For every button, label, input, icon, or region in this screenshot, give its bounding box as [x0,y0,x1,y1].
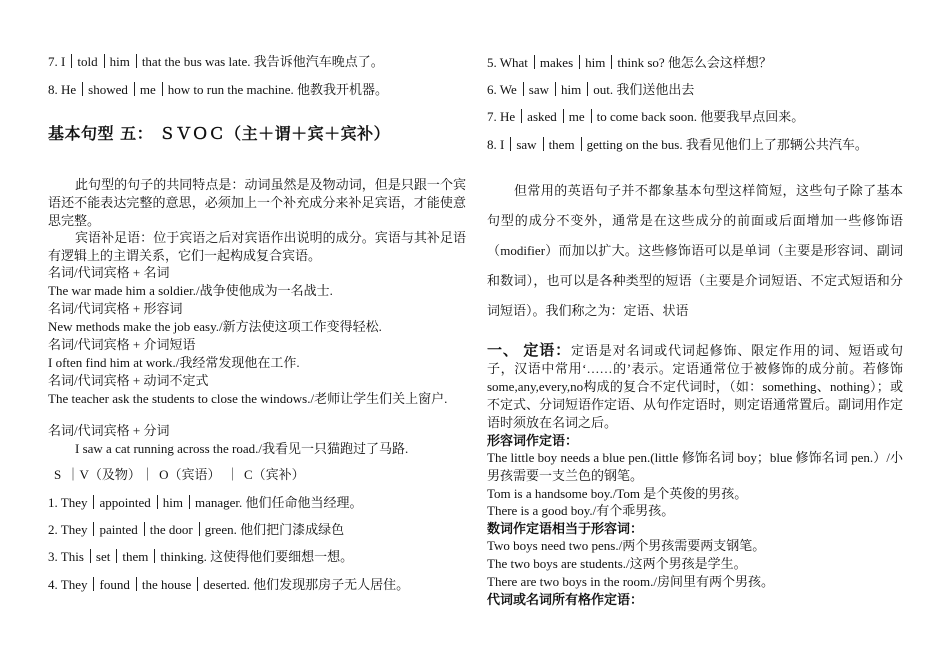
example-verb: makes [539,55,574,70]
divider-bar [162,82,163,96]
complement-definition: 宾语补足语：位于宾语之后对宾语作出说明的成分。宾语与其补足语有逻辑上的主谓关系，它们一起构成复合宾语。 [48,230,466,263]
adjective-example: The little boy needs a blue pen.(little 修饰名词 boy；blue 修饰名词 pen.）/小男孩需要一支兰色的钢笔。 [487,450,903,483]
attribute-body: 定语是对名词或代词起修饰、限定作用的词、短语或句子，汉语中常用‘……的’表示。定语通常位于被修饰的成分前。若修饰some,any,every,no构成的复合不定代词时，（如：something、nothing）；或不定式、分词短语作定语、从句作定语时，则定语通常置后。副词用作定语时须放在名词之后。 [487,343,904,430]
example-rest: think so? 他怎么会这样想？ [617,55,772,70]
example-verb: asked [527,109,557,124]
adjective-title: 形容词作定语： [487,433,579,448]
divider-bar [136,577,137,591]
example-subject: 1. They [48,495,88,510]
numeral-example: There are two boys in the room./房间里有两个男孩。 [487,574,775,589]
divider-bar [93,577,94,591]
pattern-label: 名词/代词宾格 + 介词短语 [48,337,196,352]
divider-bar [104,54,105,68]
pattern-label: 名词/代词宾格 + 动词不定式 [48,373,209,388]
divider-bar [154,549,155,563]
numeral-example: Two boys need two pens./两个男孩需要两支钢笔。 [487,538,766,553]
example-object: him [585,55,606,70]
example-sentence [48,494,466,512]
divider-bar [189,495,190,509]
pattern-example: The teacher ask the students to close the windows./老师让学生们关上窗户. [48,391,448,406]
example-sentence [487,54,903,72]
example-rest: that the bus was late. 我告诉他汽车晚点了。 [141,54,384,69]
divider-bar [90,549,91,563]
example-object: the door [149,522,193,537]
divider-bar [523,82,524,96]
divider-bar [136,54,137,68]
example-subject: 6. We [487,82,517,97]
pattern-example: I often find him at work./我经常发现他在工作. [48,355,300,370]
divider-bar [591,109,592,123]
divider-bar [197,577,198,591]
example-subject: 7. He [487,109,516,124]
pattern-list [48,264,466,408]
divider-bar [534,55,535,69]
example-subject: 4. They [48,577,88,592]
pattern-label: 名词/代词宾格 + 名词 [48,265,170,280]
divider-bar [134,82,135,96]
pattern-example: The war made him a soldier./战争使他成为一名战士. [48,283,333,298]
example-rest: green. 他们把门漆成绿色 [204,522,345,537]
divider-bar [581,137,582,151]
divider-bar [199,522,200,536]
example-sentence [48,521,466,539]
example-verb: told [77,54,98,69]
divider-bar [82,82,83,96]
adjective-example: Tom is a handsome boy./Tom 是个英俊的男孩。 [487,486,748,501]
divider-bar [611,55,612,69]
example-subject: 2. They [48,522,88,537]
attribute-title: 一、 定语： [487,343,571,359]
example-sentence [48,548,466,566]
example-object: him [560,82,582,97]
divider-bar [587,82,588,96]
example-sentence [48,81,466,99]
example-object: him [109,54,130,69]
example-subject: 7. I [48,54,66,69]
example-subject: 3. This [48,549,84,564]
example-object: me [568,109,585,124]
modifier-paragraph: 但常用的英语句子并不都象基本句型这样简短，这些句子除了基本句型的成分不变外，通常是在这些成分的前面或后面增加一些修饰语（modifier）而加以扩大。这些修饰语可以是单词（主要是形容词、副词和数词），也可以是各种类型的短语（主要是介词短语、不定式短语和分词短语）。我们称之为：定语、状语 [487,183,903,318]
example-object: him [162,495,183,510]
example-sentence [48,576,466,594]
section-heading: 基本句型 五： ＳＶＯＣ（主＋谓＋宾＋宾补） [48,124,391,143]
attribute-section [487,342,903,432]
example-rest: deserted. 他们发现那房子无人居住。 [203,577,410,592]
example-verb: saw [516,137,537,152]
example-rest: manager. 他们任命他当经理。 [194,495,363,510]
divider-bar [510,137,511,151]
divider-bar [521,109,522,123]
example-verb: saw [528,82,549,97]
pronoun-title: 代词或名词所有格作定语： [487,592,644,607]
example-rest: out. 我们送他出去 [593,82,695,97]
svoc-structure: S ｜V（及物）｜ O（宾语） ｜ C（宾补） [54,467,305,482]
example-verb: showed [88,82,128,97]
pattern-label: 名词/代词宾格 + 形容词 [48,301,183,316]
divider-bar [144,522,145,536]
divider-bar [71,54,72,68]
example-object: the house [141,577,192,592]
divider-bar [579,55,580,69]
example-rest: how to run the machine. 他教我开机器。 [167,82,389,97]
example-object: me [139,82,156,97]
example-object: them [548,137,575,152]
example-sentence [48,53,466,71]
example-rest: to come back soon. 他要我早点回来。 [596,109,805,124]
pattern-label: 名词/代词宾格 + 分词 [48,423,170,438]
example-sentence [487,108,903,126]
divider-bar [93,495,94,509]
numeral-example: The two boys are students./这两个男孩是学生。 [487,556,747,571]
divider-bar [543,137,544,151]
example-subject: 8. He [48,82,77,97]
example-object: them [122,549,149,564]
divider-bar [157,495,158,509]
example-verb: appointed [99,495,151,510]
intro-paragraph: 此句型的句子的共同特点是：动词虽然是及物动词，但是只跟一个宾语还不能表达完整的意思，必须加上一个补充成分来补足宾语，才能使意思完整。 [48,177,466,228]
example-subject: 8. I [487,137,505,152]
example-rest: thinking. 这使得他们要细想一想。 [160,549,354,564]
example-verb: set [95,549,111,564]
divider-bar [563,109,564,123]
example-sentence [487,81,903,99]
divider-bar [116,549,117,563]
divider-bar [555,82,556,96]
numeral-title: 数词作定语相当于形容词： [487,521,644,536]
example-rest: getting on the bus. 我看见他们上了那辆公共汽车。 [586,137,868,152]
example-verb: painted [99,522,138,537]
pattern-example: I saw a cat running across the road./我看见一只猫跑过了马路. [75,441,409,456]
example-sentence [487,136,903,154]
example-verb: found [99,577,130,592]
adjective-example: There is a good boy./有个乖男孩。 [487,503,675,518]
divider-bar [93,522,94,536]
example-subject: 5. What [487,55,528,70]
pattern-example: New methods make the job easy./新方法使这项工作变得轻松. [48,319,382,334]
